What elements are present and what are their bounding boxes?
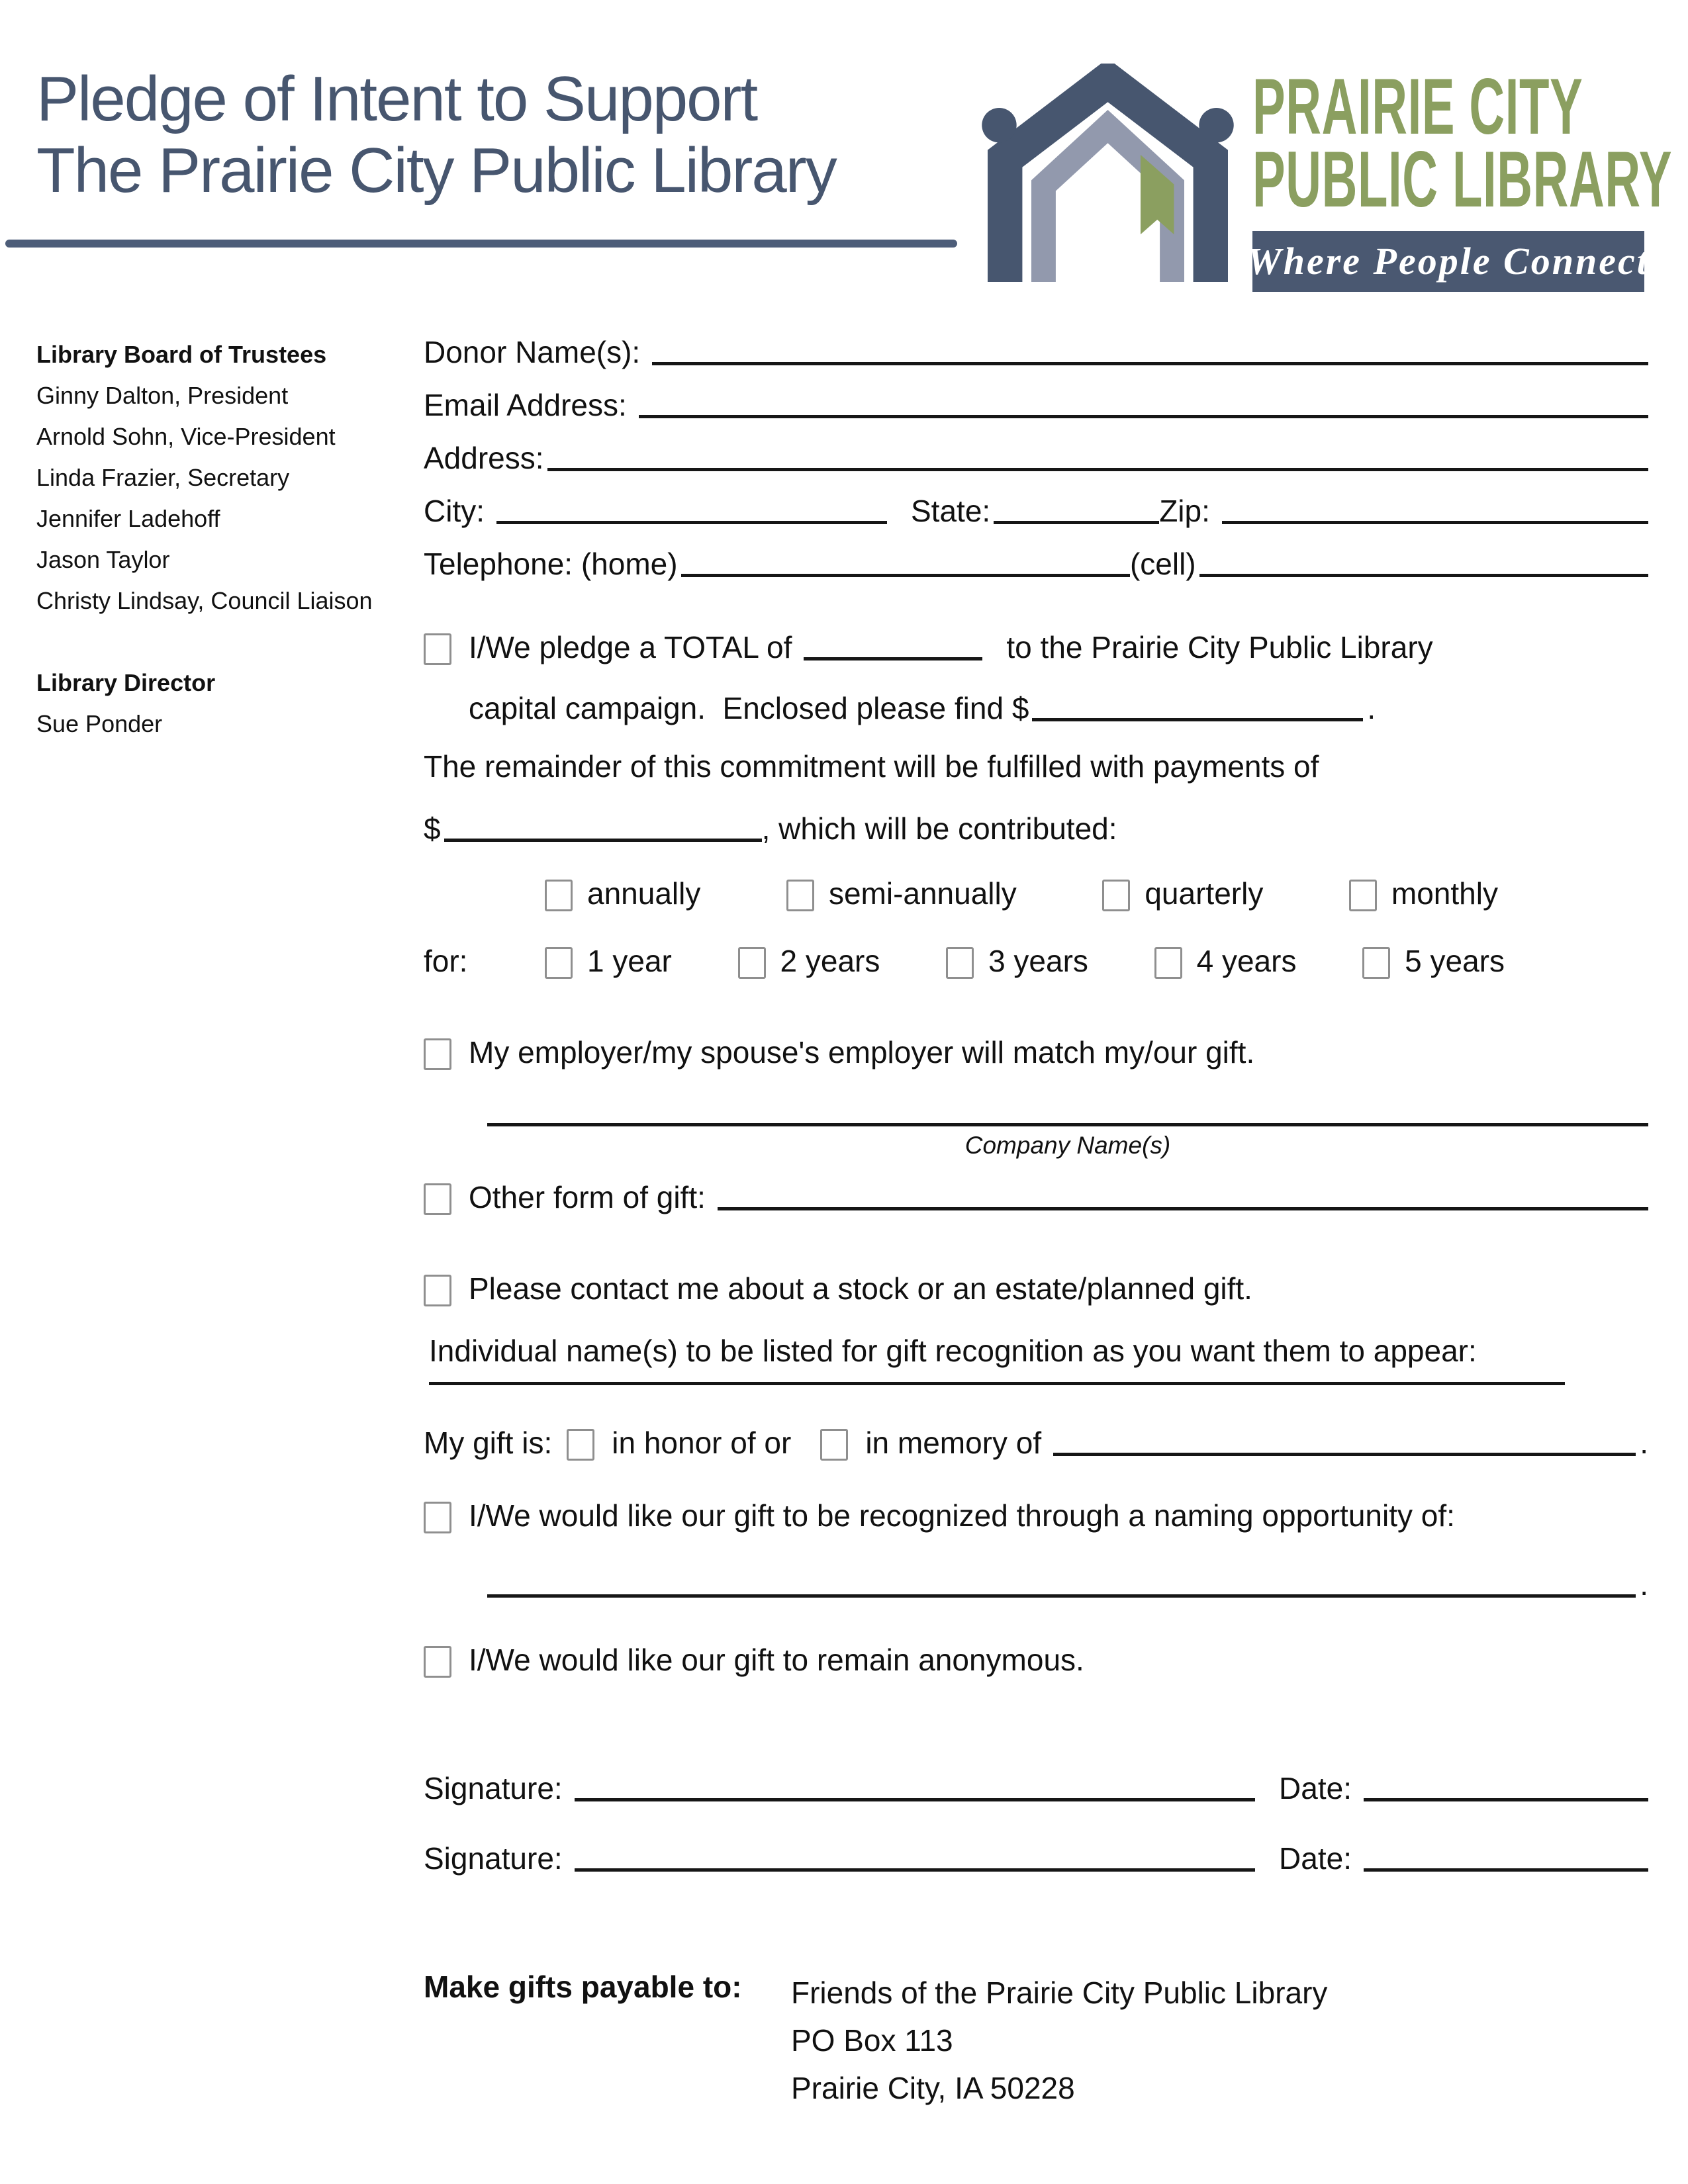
years-option — [1362, 943, 1505, 979]
annually-checkbox[interactable] — [545, 880, 573, 911]
frequency-options-row — [545, 876, 1498, 911]
semi-annually-checkbox[interactable] — [786, 880, 814, 911]
other-gift-checkbox[interactable] — [424, 1183, 451, 1215]
semi-annually-label: semi-annually — [828, 876, 1017, 911]
donor-name-row — [424, 334, 1648, 370]
for-label: for: — [424, 943, 468, 978]
phone-cell-field[interactable] — [1199, 574, 1648, 577]
naming-opportunity-label: I/We would like our gift to be recognized through a naming opportunity of: — [469, 1498, 1455, 1533]
trustee-item: Jennifer Ladehoff — [36, 504, 220, 532]
years-option — [738, 943, 880, 979]
monthly-label: monthly — [1391, 876, 1498, 911]
stock-contact-checkbox[interactable] — [424, 1275, 451, 1306]
in-memory-label: in memory of — [865, 1425, 1042, 1460]
page-title-line2: The Prairie City Public Library — [36, 134, 836, 206]
4-years-label: 4 years — [1196, 943, 1297, 978]
logo-name-line2: PUBLIC LIBRARY — [1252, 135, 1673, 224]
page-header — [0, 0, 1688, 292]
pledge-total-field[interactable] — [804, 657, 982, 660]
director-heading: Library Director — [36, 668, 216, 696]
frequency-option — [1349, 876, 1498, 911]
frequency-option — [545, 876, 700, 911]
trustee-item: Christy Lindsay, Council Liaison — [36, 586, 373, 614]
signature-1-label: Signature: — [424, 1770, 563, 1805]
frequency-option — [1102, 876, 1263, 911]
payable-po-box: PO Box 113 — [791, 2023, 953, 2058]
logo-tagline: Where People Connect — [1247, 240, 1650, 283]
payable-city-state-zip: Prairie City, IA 50228 — [791, 2070, 1075, 2105]
signature-row-1 — [424, 1770, 1648, 1806]
email-label: Email Address: — [424, 387, 627, 422]
enclosed-row — [469, 690, 1648, 726]
payments-label-post: , which will be contributed: — [761, 811, 1117, 846]
remainder-text: The remainder of this commitment will be fulfilled with payments of — [424, 749, 1319, 784]
payments-row — [424, 811, 1648, 846]
director-block — [36, 662, 424, 745]
4-years-checkbox[interactable] — [1154, 947, 1182, 979]
2-years-label: 2 years — [780, 943, 880, 978]
1-year-label: 1 year — [587, 943, 672, 978]
recognition-names-field[interactable] — [429, 1382, 1565, 1385]
quarterly-checkbox[interactable] — [1102, 880, 1130, 911]
donor-name-label: Donor Name(s): — [424, 334, 641, 369]
payable-address — [791, 1969, 1327, 2112]
years-options — [545, 943, 1505, 979]
gift-dedication-row — [424, 1425, 1648, 1461]
employer-match-checkbox[interactable] — [424, 1038, 451, 1070]
company-name-caption: Company Name(s) — [964, 1131, 1171, 1159]
company-name-field[interactable] — [487, 1123, 1648, 1126]
employer-match-label: My employer/my spouse's employer will match my/our gift. — [469, 1034, 1255, 1069]
telephone-cell-label: (cell) — [1129, 546, 1196, 581]
email-field[interactable] — [639, 415, 1648, 418]
naming-opportunity-checkbox[interactable] — [424, 1502, 451, 1533]
date-1-field[interactable] — [1364, 1798, 1648, 1801]
payments-amount-field[interactable] — [444, 839, 762, 842]
recognition-intro-row — [424, 1333, 1648, 1369]
dedication-period: . — [1640, 1425, 1648, 1460]
enclosed-period: . — [1367, 690, 1376, 725]
signature-2-field[interactable] — [575, 1868, 1255, 1872]
telephone-row — [424, 546, 1648, 582]
email-row — [424, 387, 1648, 423]
library-logo — [980, 62, 1673, 292]
stock-contact-row — [424, 1271, 1648, 1306]
in-memory-checkbox[interactable] — [820, 1429, 848, 1461]
date-2-field[interactable] — [1364, 1868, 1648, 1872]
form-body — [0, 334, 1688, 2112]
zip-label: Zip: — [1159, 493, 1210, 528]
anonymous-row — [424, 1642, 1648, 1678]
1-year-checkbox[interactable] — [545, 947, 573, 979]
page-title — [36, 64, 836, 206]
anonymous-checkbox[interactable] — [424, 1646, 451, 1678]
address-label: Address: — [424, 440, 544, 475]
pledge-total-label-pre: I/We pledge a TOTAL of — [469, 629, 792, 664]
annually-label: annually — [587, 876, 701, 911]
payments-label-pre: $ — [424, 811, 441, 846]
city-label: City: — [424, 493, 485, 528]
date-1-label: Date: — [1279, 1770, 1352, 1805]
frequency-option — [786, 876, 1017, 911]
quarterly-label: quarterly — [1145, 876, 1264, 911]
enclosed-amount-field[interactable] — [1032, 718, 1363, 721]
honor-memory-name-field[interactable] — [1053, 1453, 1636, 1456]
3-years-checkbox[interactable] — [946, 947, 974, 979]
donor-name-field[interactable] — [652, 362, 1648, 365]
monthly-checkbox[interactable] — [1349, 880, 1377, 911]
phone-home-field[interactable] — [681, 574, 1130, 577]
trustee-item: Arnold Sohn, Vice-President — [36, 422, 336, 450]
logo-tagline-banner — [1247, 231, 1650, 292]
3-years-label: 3 years — [988, 943, 1088, 978]
form-fields — [424, 334, 1648, 2112]
address-field[interactable] — [547, 468, 1648, 471]
city-field[interactable] — [496, 521, 887, 524]
in-honor-label: in honor of or — [612, 1425, 792, 1460]
trustee-item: Linda Frazier, Secretary — [36, 463, 290, 491]
pledge-total-label-post: to the Prairie City Public Library — [1006, 629, 1433, 664]
anonymous-label: I/We would like our gift to remain anonymous. — [469, 1642, 1084, 1677]
pledge-total-checkbox[interactable] — [424, 633, 451, 665]
pledge-total-row — [424, 629, 1648, 665]
in-honor-checkbox[interactable] — [567, 1429, 594, 1461]
page-title-line1: Pledge of Intent to Support — [36, 64, 757, 134]
years-option — [946, 943, 1088, 979]
signature-1-field[interactable] — [575, 1798, 1255, 1801]
naming-opportunity-field[interactable] — [487, 1594, 1636, 1598]
payable-block — [424, 1969, 1648, 2112]
signature-row-2 — [424, 1841, 1648, 1876]
director-name: Sue Ponder — [36, 709, 163, 737]
board-heading: Library Board of Trustees — [36, 340, 327, 368]
title-underline-rule — [5, 240, 957, 248]
telephone-home-label: Telephone: (home) — [424, 546, 678, 581]
remainder-row — [424, 749, 1648, 784]
enclosed-label: capital campaign. Enclosed please find $ — [469, 690, 1029, 725]
other-gift-label: Other form of gift: — [469, 1179, 706, 1214]
other-gift-field[interactable] — [718, 1207, 1648, 1210]
logo-name-line1: PRAIRIE CITY — [1252, 62, 1583, 151]
state-field[interactable] — [994, 521, 1159, 524]
stock-contact-label: Please contact me about a stock or an estate/planned gift. — [469, 1271, 1252, 1306]
naming-opportunity-row — [424, 1498, 1648, 1533]
city-state-zip-row — [424, 493, 1648, 529]
signature-2-label: Signature: — [424, 1841, 563, 1876]
state-label: State: — [911, 493, 991, 528]
recognition-intro: Individual name(s) to be listed for gift recognition as you want them to appear: — [429, 1333, 1477, 1368]
2-years-checkbox[interactable] — [738, 947, 766, 979]
naming-opportunity-line-row — [487, 1567, 1648, 1602]
sidebar — [36, 334, 424, 745]
library-logo-text — [1247, 62, 1673, 292]
gift-is-label: My gift is: — [424, 1425, 553, 1460]
address-row — [424, 440, 1648, 476]
years-options-row — [424, 943, 1648, 979]
payable-name: Friends of the Prairie City Public Library — [791, 1975, 1328, 2010]
other-gift-row — [424, 1179, 1648, 1215]
employer-match-row — [424, 1034, 1648, 1070]
years-option — [1154, 943, 1297, 979]
payable-label: Make gifts payable to: — [424, 1969, 742, 2004]
naming-period: . — [1640, 1567, 1648, 1602]
date-2-label: Date: — [1279, 1841, 1352, 1876]
trustee-item: Ginny Dalton, President — [36, 381, 289, 409]
trustee-item: Jason Taylor — [36, 545, 170, 573]
library-house-icon — [980, 64, 1235, 282]
5-years-checkbox[interactable] — [1362, 947, 1390, 979]
zip-field[interactable] — [1222, 521, 1648, 524]
years-option — [545, 943, 672, 979]
5-years-label: 5 years — [1405, 943, 1505, 978]
